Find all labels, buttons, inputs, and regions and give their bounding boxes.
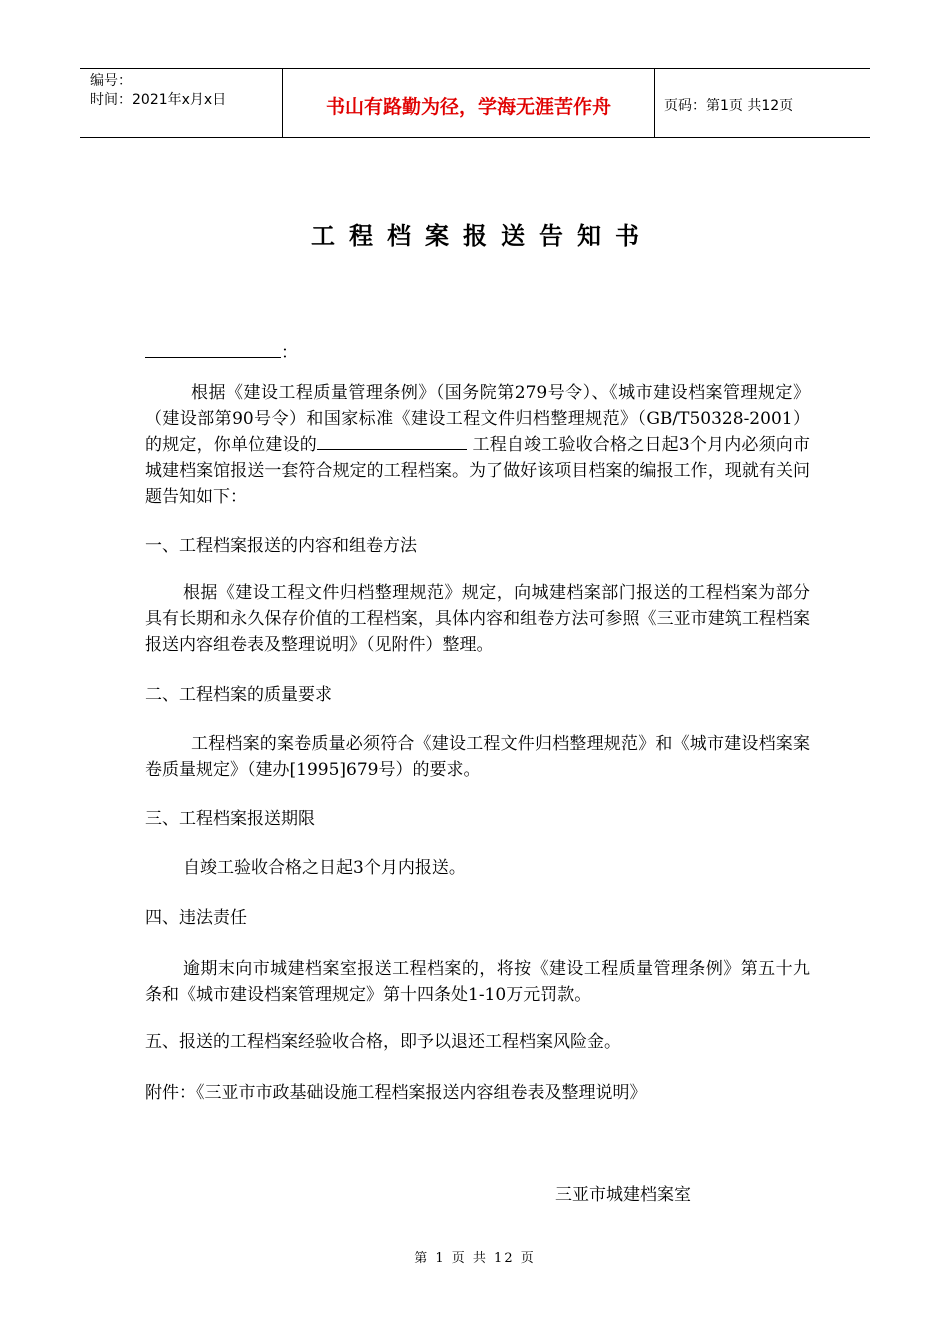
header-slogan: 书山有路勤为径，学海无涯苦作舟 [325,95,611,118]
section4-heading: 四、违法责任 [145,908,247,928]
document-time-label: 时间：2021年x月x日 [90,92,227,108]
intro-paragraph [145,380,810,510]
addressee-blank [145,341,281,358]
document-title: 工程档案报送告知书 [311,221,653,250]
project-name-blank [317,433,467,450]
section3-heading: 三、工程档案报送期限 [145,809,315,829]
intro-text-b: 工程自竣工验收合格之日起3个月内必须向市城建档案馆报送一套符合规定的工程档案。为了做好该项目档案的编报工作，现就有关问题告知如下： [145,435,810,507]
page-footer: 第 1 页 共 12 页 [414,1251,536,1266]
section1-heading: 一、工程档案报送的内容和组卷方法 [145,536,417,556]
attachment-line: 附件：《三亚市市政基础设施工程档案报送内容组卷表及整理说明》 [145,1083,647,1103]
signature: 三亚市城建档案室 [555,1185,691,1205]
page-header [80,68,870,138]
header-slogan-cell [282,69,655,137]
section4-body: 逾期末向市城建档案室报送工程档案的，将按《建设工程质量管理条例》第五十九条和《城市建设档案管理规定》第十四条处1-10万元罚款。 [145,959,810,1005]
header-meta [80,69,282,137]
addressee-line [145,338,298,363]
section3-body: 自竣工验收合格之日起3个月内报送。 [183,858,466,878]
section1-body: 根据《建设工程文件归档整理规范》规定，向城建档案部门报送的工程档案为部分具有长期和永久保存价值的工程档案，具体内容和组卷方法可参照《三亚市建筑工程档案报送内容组卷表及整理说明》（见附件）整理。 [145,583,810,655]
section5-heading: 五、报送的工程档案经验收合格，即予以退还工程档案风险金。 [145,1032,621,1052]
document-number-label: 编号： [90,73,132,89]
intro-text-a: 根据《建设工程质量管理条例》（国务院第279号令）、《城市建设档案管理规定》（建设部第90号令）和国家标准《建设工程文件归档整理规范》（GB/T50328-2001）的规定，你单位建设的 [145,383,810,455]
addressee-colon: ： [281,343,298,363]
section2-body: 工程档案的案卷质量必须符合《建设工程文件归档整理规范》和《城市建设档案案卷质量规定》（建办[1995]679号）的要求。 [145,734,810,780]
header-page-code: 页码：第1页 共12页 [664,98,794,114]
section2-heading: 二、工程档案的质量要求 [145,685,332,705]
